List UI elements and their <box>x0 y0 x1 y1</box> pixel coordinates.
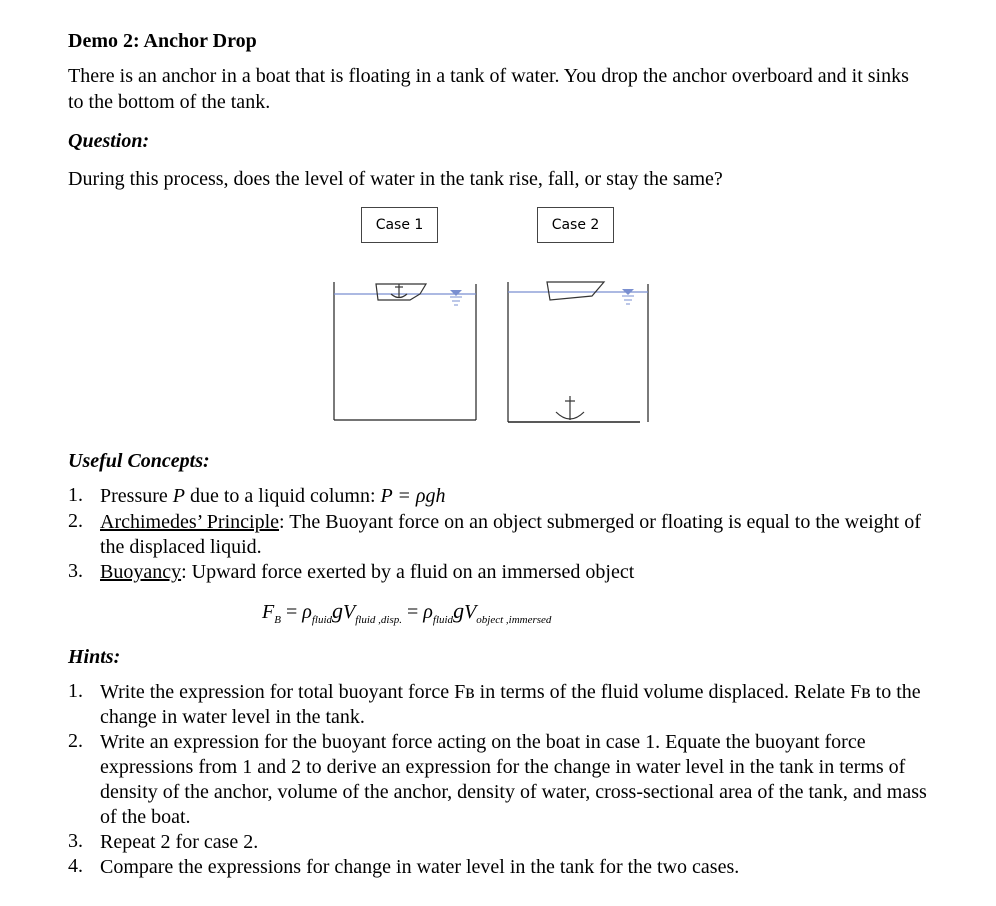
question-heading: Question: <box>68 130 150 152</box>
case-1-label: Case 1 <box>361 207 438 243</box>
hint-number: 2. <box>68 730 83 752</box>
hint-number: 1. <box>68 680 83 702</box>
hint-item: Repeat 2 for case 2. <box>100 831 259 853</box>
hint-item: Compare the expressions for change in water level in the tank for the two cases. <box>100 856 740 878</box>
anchor-in-boat <box>391 284 407 298</box>
hint-number: 3. <box>68 830 83 852</box>
intro-paragraph: There is an anchor in a boat that is floating in a tank of water. You drop the anchor overboard and it sinks to the bottom of the tank. <box>68 65 909 113</box>
water-level-symbol <box>450 297 462 305</box>
anchor-on-bottom <box>556 396 584 420</box>
case-1-tank-diagram <box>326 270 486 430</box>
concept-number: 2. <box>68 510 83 532</box>
concept-item-archimedes: Archimedes’ Principle: The Buoyant force on an object submerged or floating is equal to the weight of the displaced liquid. <box>100 511 921 558</box>
buoyancy-formula: $F_B = \rho_{fluid}gV_{fluid ,disp.} = \rho_{fluid}gV_{object ,immersed}$ <box>262 598 552 626</box>
concept-number: 3. <box>68 560 83 582</box>
page-title: Demo 2: Anchor Drop <box>68 30 257 52</box>
boat <box>547 282 604 300</box>
hints-heading: Hints: <box>68 646 121 668</box>
concept-number: 1. <box>68 484 83 506</box>
water-level-triangle <box>450 290 462 296</box>
hint-item: Write the expression for total buoyant force Fʙ in terms of the fluid volume displaced. Relate Fʙ to the change in water level in the tank. <box>100 681 921 728</box>
hint-item: Write an expression for the buoyant force acting on the boat in case 1. Equate the buoyant force expressions from 1 and 2 to derive an expression for the change in water level in the tank in terms of density of the anchor, volume of the anchor, density of water, cross-sectional area of the tank, and mass of the boat. <box>100 731 927 828</box>
case-2-label: Case 2 <box>537 207 614 243</box>
water-level-symbol <box>622 296 634 304</box>
concepts-heading: Useful Concepts: <box>68 450 210 472</box>
concept-item-buoyancy: Buoyancy: Upward force exerted by a fluid on an immersed object <box>100 561 635 583</box>
case-2-tank-diagram <box>500 270 660 430</box>
question-text: During this process, does the level of water in the tank rise, fall, or stay the same? <box>68 168 723 190</box>
hint-number: 4. <box>68 855 83 877</box>
concept-item-pressure: Pressure P due to a liquid column: P = ρgh <box>100 485 446 507</box>
